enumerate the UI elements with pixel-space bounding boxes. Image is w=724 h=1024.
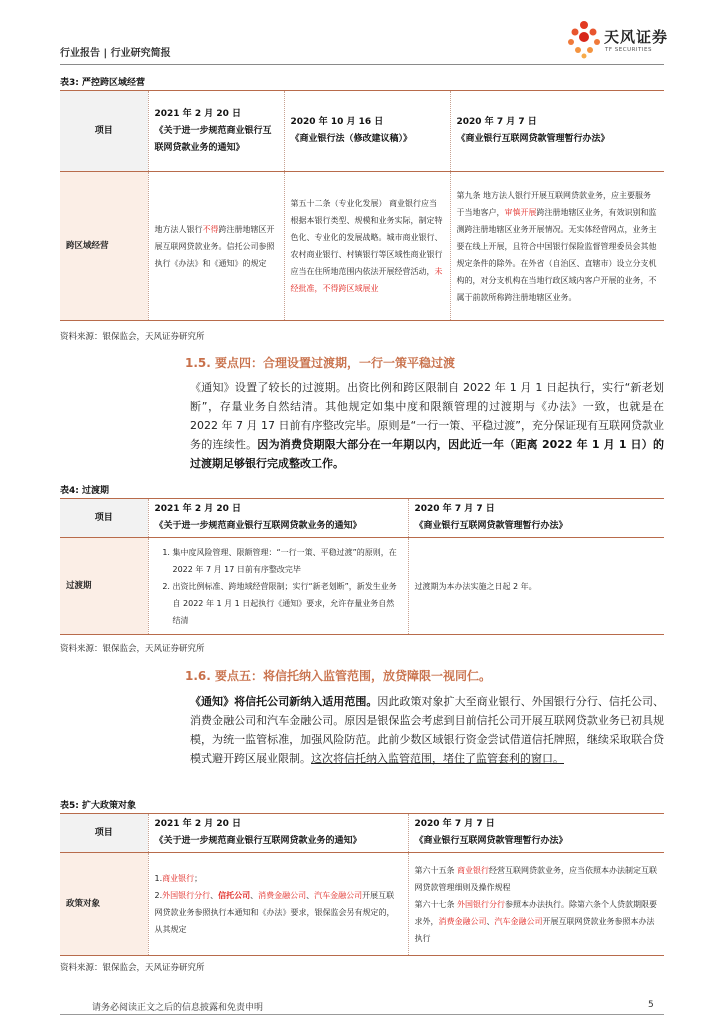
text: 跨注册地辖区开展互联网贷款业务。信托公司参照执行《办法》和《通知》的规定 xyxy=(154,224,275,268)
list-item: 2. 出资比例标准、跨地域经营限制；实行“新老划断”，新发生业务自 2022 年 1 月 1 日起执行《通知》要求，允许存量业务自然结清 xyxy=(173,578,402,629)
highlight-text: 信托公司 xyxy=(218,891,251,900)
section-1-5-title: 1.5. 要点四：合理设置过渡期，一行一策平稳过渡 xyxy=(185,356,455,370)
logo-name-cn: 天风证券 xyxy=(604,28,669,46)
table4-col2-title: 《商业银行互联网贷款管理暂行办法》 xyxy=(414,521,568,531)
table4-head-col1 xyxy=(148,499,408,538)
section-1-5-paragraph xyxy=(190,378,664,473)
text: 、 xyxy=(306,891,315,900)
table3-col3-title: 《商业银行互联网贷款管理暂行办法》 xyxy=(456,134,610,144)
table5-head-col2 xyxy=(408,814,664,853)
table4-head-item: 项目 xyxy=(60,499,148,538)
table3-head-col2 xyxy=(284,91,450,172)
table4-head-col2 xyxy=(408,499,664,538)
disclaimer-footer: 请务必阅读正文之后的信息披露和免责申明 xyxy=(92,1003,264,1013)
footer-rule xyxy=(60,1014,664,1015)
highlight-text: 消费金融公司 xyxy=(258,891,307,900)
table3-col2-date: 2020 年 10 月 16 日 xyxy=(290,117,384,127)
table5-caption: 表5: 扩大政策对象 xyxy=(60,801,136,811)
report-type-header: 行业报告 | 行业研究简报 xyxy=(60,48,171,59)
table4-row-label: 过渡期 xyxy=(60,538,148,635)
table4-col1-title: 《关于进一步规范商业银行互联网贷款业务的通知》 xyxy=(154,521,362,531)
table3-head-col1 xyxy=(148,91,284,172)
table4-col2-date: 2020 年 7 月 7 日 xyxy=(414,504,495,514)
list-item xyxy=(155,870,402,887)
text: 因此政策对象扩大至商业银行、外国银行分行、信托公司、消费金融公司和汽车金融公司。原因是银保监会考虑到目前信托公司开展互联网贷款业务已初具规模，为统一监管标准，加强风险防范。此前少数区域银行资金尝试借道信托牌照，继续采取联合贷模式避开跨区展业限制。 xyxy=(190,695,664,765)
text: 第六十五条 xyxy=(414,865,458,875)
header-rule xyxy=(60,64,664,65)
table4-cell-col1 xyxy=(148,538,408,635)
text: 、 xyxy=(250,891,259,900)
bold-text: 《通知》将信托公司新纳入适用范围。 xyxy=(190,695,378,708)
text: 经营互联网贷款业务，应当依照本办法制定互联网贷款管理细则及操作规程 xyxy=(414,865,658,892)
table4-source: 资料来源：银保监会，天风证券研究所 xyxy=(60,644,205,654)
table4-cell-col2: 过渡期为本办法实施之日起 2 年。 xyxy=(408,538,664,635)
text: 2. xyxy=(154,891,163,900)
table5-col2-date: 2020 年 7 月 7 日 xyxy=(414,819,495,829)
table5-col1-date: 2021 年 2 月 20 日 xyxy=(154,819,242,829)
table4-caption: 表4: 过渡期 xyxy=(60,486,109,496)
text: 第九条 地方法人银行开展互联网贷款业务，应主要服务于当地客户， xyxy=(456,190,652,217)
list-item xyxy=(415,862,659,896)
table4 xyxy=(60,498,664,635)
table5-row-label: 政策对象 xyxy=(60,853,148,956)
underlined-text: 这次将信托纳入监管范围，堵住了监管套利的窗口。 xyxy=(311,752,564,765)
table3-cell-col3 xyxy=(450,172,664,321)
text: 开展互联网贷款业务参照执行本通知和《办法》要求，银保监会另有规定的，从其规定 xyxy=(154,891,395,934)
table5-cell-col1 xyxy=(148,853,408,956)
highlight-text: 商业银行 xyxy=(162,874,195,883)
highlight-text: 不得 xyxy=(202,224,219,234)
table3-row-label: 跨区域经营 xyxy=(60,172,148,321)
table5-head-item: 项目 xyxy=(60,814,148,853)
table3-source: 资料来源：银保监会，天风证券研究所 xyxy=(60,332,205,342)
text: 参照本办法执行。除第六条个人贷款期限要求外， xyxy=(414,899,658,926)
table3 xyxy=(60,90,664,321)
text: 、 xyxy=(486,916,495,926)
page-number: 5 xyxy=(648,1000,654,1010)
table5-col2-title: 《商业银行互联网贷款管理暂行办法》 xyxy=(414,836,568,846)
bold-text: 因为消费贷期限大部分在一年期以内，因此近一年（距离 2022 年 1 月 1 日）的过渡期足够银行完成整改工作。 xyxy=(190,438,665,470)
highlight-text: 商业银行 xyxy=(457,865,490,875)
table3-col2-title: 《商业银行法（修改建议稿）》 xyxy=(290,134,413,144)
highlight-text: 外国银行分行 xyxy=(457,899,506,909)
table4-col1-date: 2021 年 2 月 20 日 xyxy=(154,504,242,514)
list-item: 1. 集中度风险管理、限额管理：“一行一策、平稳过渡”的原则，在 2022 年 7 月 17 日前有序整改完毕 xyxy=(173,544,402,578)
text: ； xyxy=(194,874,203,883)
text: 、 xyxy=(210,891,219,900)
table3-head-col3 xyxy=(450,91,664,172)
highlight-text: 未经批准，不得跨区域展业 xyxy=(290,267,443,293)
table3-caption: 表3: 严控跨区域经营 xyxy=(60,78,145,88)
text: 第六十七条 xyxy=(414,899,458,909)
table5-col1-title: 《关于进一步规范商业银行互联网贷款业务的通知》 xyxy=(154,836,362,846)
text: 地方法人银行 xyxy=(154,224,203,234)
table5-head-col1 xyxy=(148,814,408,853)
list-item xyxy=(415,896,659,947)
table3-col3-date: 2020 年 7 月 7 日 xyxy=(456,117,537,127)
table5 xyxy=(60,813,664,956)
highlight-text: 汽车金融公司 xyxy=(494,916,543,926)
highlight-text: 汽车金融公司 xyxy=(314,891,363,900)
text: 《通知》设置了较长的过渡期。出资比例和跨区限制自 2022 年 1 月 1 日起执行，实行“新老划断”，存量业务自然结清。其他规定如集中度和限额管理的过渡期与《办法》一致，也就是在 2022 年 7 月 17 日前有序整改完毕。原则是“一行一策、平稳过渡”，充分保证现有互联网贷款业务的连续性。 xyxy=(190,381,664,451)
table3-cell-col1 xyxy=(148,172,284,321)
table5-source: 资料来源：银保监会，天风证券研究所 xyxy=(60,963,205,973)
highlight-text: 消费金融公司 xyxy=(438,916,487,926)
text: 1. xyxy=(154,874,163,883)
table3-col1-date: 2021 年 2 月 20 日 xyxy=(154,108,242,119)
highlight-text: 审慎开展 xyxy=(504,207,537,217)
list-item xyxy=(155,887,402,938)
table5-cell-col2 xyxy=(408,853,664,956)
table3-head-item: 项目 xyxy=(60,91,148,172)
tf-securities-logo xyxy=(566,18,676,64)
text: 跨注册地辖区业务，有效识别和监测跨注册地辖区业务开展情况。无实体经营网点，业务主要在线上开展，且符合中国银行保险监督管理委员会其他规定条件的除外。在外省（自治区、直辖市）设立分支机构的，对分支机构在当地行政区域内客户开展的业务，不属于前款所称跨注册地辖区业务。 xyxy=(456,207,657,302)
logo-mark-icon xyxy=(566,20,602,60)
highlight-text: 外国银行分行 xyxy=(162,891,211,900)
table3-cell-col2 xyxy=(284,172,450,321)
section-1-6-title: 1.6. 要点五：将信托纳入监管范围，放贷障限一视同仁。 xyxy=(185,669,491,683)
logo-name-en: TF SECURITIES xyxy=(605,47,652,53)
table3-col1-title: 《关于进一步规范商业银行互联网贷款业务的通知》 xyxy=(154,125,272,153)
text: 第五十二条（专业化发展） 商业银行应当根据本银行类型、规模和业务实际，制定特色化、专业化的发展战略。城市商业银行、农村商业银行、村镇银行等区域性商业银行应当在住所地范围内依法开展经营活动， xyxy=(290,199,443,276)
section-1-6-paragraph xyxy=(190,692,664,768)
text: 开展互联网贷款业务参照本办法执行 xyxy=(414,916,655,943)
